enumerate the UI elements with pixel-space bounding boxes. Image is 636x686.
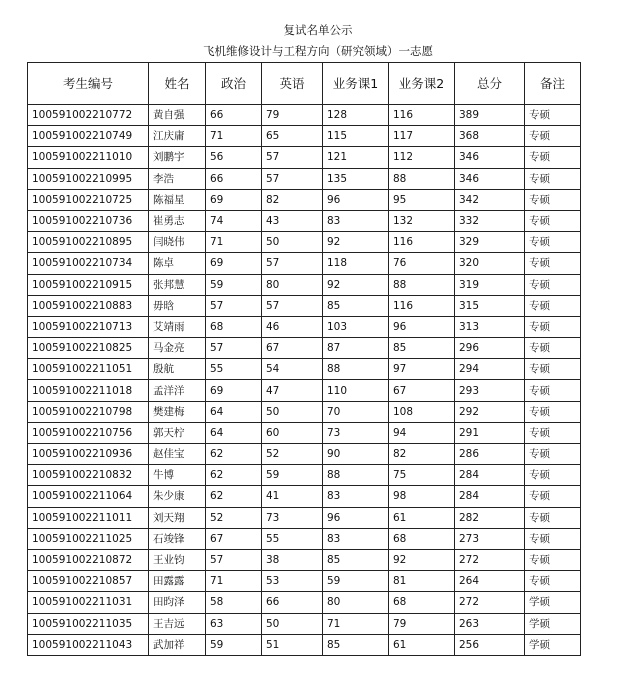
cell-total: 273: [455, 528, 525, 549]
cell-note: 专硕: [525, 444, 581, 465]
cell-note: 专硕: [525, 105, 581, 126]
cell-course-1: 85: [323, 295, 389, 316]
header-exam-id: 考生编号: [28, 63, 149, 105]
cell-english: 67: [262, 338, 323, 359]
table-row: [28, 189, 581, 210]
cell-course-1: 83: [323, 210, 389, 231]
cell-politics: 69: [206, 253, 262, 274]
cell-english: 46: [262, 316, 323, 337]
cell-politics: 52: [206, 507, 262, 528]
cell-english: 51: [262, 634, 323, 655]
cell-course-2: 81: [389, 571, 455, 592]
cell-exam-id: 100591002211064: [28, 486, 149, 507]
cell-politics: 57: [206, 549, 262, 570]
cell-name: 王吉远: [149, 613, 206, 634]
cell-note: 专硕: [525, 189, 581, 210]
cell-total: 315: [455, 295, 525, 316]
cell-english: 57: [262, 168, 323, 189]
cell-note: 专硕: [525, 295, 581, 316]
table-body: [28, 105, 581, 656]
cell-course-2: 112: [389, 147, 455, 168]
cell-note: 专硕: [525, 571, 581, 592]
cell-name: 张邦慧: [149, 274, 206, 295]
cell-note: 专硕: [525, 210, 581, 231]
cell-note: 专硕: [525, 507, 581, 528]
cell-total: 291: [455, 422, 525, 443]
cell-politics: 74: [206, 210, 262, 231]
cell-total: 389: [455, 105, 525, 126]
cell-exam-id: 100591002211011: [28, 507, 149, 528]
cell-course-2: 68: [389, 528, 455, 549]
cell-total: 346: [455, 168, 525, 189]
cell-name: 毋晗: [149, 295, 206, 316]
cell-total: 332: [455, 210, 525, 231]
cell-exam-id: 100591002210825: [28, 338, 149, 359]
cell-english: 55: [262, 528, 323, 549]
table-row: [28, 168, 581, 189]
cell-course-1: 96: [323, 189, 389, 210]
cell-total: 263: [455, 613, 525, 634]
cell-note: 专硕: [525, 359, 581, 380]
cell-english: 65: [262, 126, 323, 147]
cell-politics: 67: [206, 528, 262, 549]
cell-note: 专硕: [525, 316, 581, 337]
table-row: [28, 147, 581, 168]
cell-exam-id: 100591002210772: [28, 105, 149, 126]
cell-name: 朱少康: [149, 486, 206, 507]
cell-course-1: 128: [323, 105, 389, 126]
cell-exam-id: 100591002211010: [28, 147, 149, 168]
cell-note: 专硕: [525, 380, 581, 401]
cell-course-1: 73: [323, 422, 389, 443]
cell-politics: 55: [206, 359, 262, 380]
cell-note: 专硕: [525, 528, 581, 549]
cell-name: 田露露: [149, 571, 206, 592]
cell-total: 342: [455, 189, 525, 210]
table-row: [28, 338, 581, 359]
cell-politics: 62: [206, 486, 262, 507]
cell-note: 学硕: [525, 613, 581, 634]
cell-note: 专硕: [525, 465, 581, 486]
cell-exam-id: 100591002210915: [28, 274, 149, 295]
cell-total: 368: [455, 126, 525, 147]
cell-course-1: 83: [323, 528, 389, 549]
table-row: [28, 613, 581, 634]
cell-course-2: 88: [389, 168, 455, 189]
cell-exam-id: 100591002211025: [28, 528, 149, 549]
table-header-row: [28, 63, 581, 105]
cell-politics: 62: [206, 444, 262, 465]
cell-note: 专硕: [525, 338, 581, 359]
table-row: [28, 359, 581, 380]
table-row: [28, 444, 581, 465]
cell-note: 专硕: [525, 147, 581, 168]
cell-course-2: 85: [389, 338, 455, 359]
cell-politics: 56: [206, 147, 262, 168]
header-note: 备注: [525, 63, 581, 105]
cell-exam-id: 100591002210713: [28, 316, 149, 337]
cell-course-2: 79: [389, 613, 455, 634]
page-title: 复试名单公示: [283, 23, 353, 37]
cell-exam-id: 100591002210756: [28, 422, 149, 443]
cell-total: 284: [455, 465, 525, 486]
cell-name: 殷航: [149, 359, 206, 380]
cell-name: 陈福星: [149, 189, 206, 210]
cell-exam-id: 100591002210832: [28, 465, 149, 486]
cell-course-2: 117: [389, 126, 455, 147]
cell-course-2: 94: [389, 422, 455, 443]
cell-politics: 71: [206, 126, 262, 147]
table-row: [28, 316, 581, 337]
cell-course-2: 76: [389, 253, 455, 274]
cell-name: 王业钧: [149, 549, 206, 570]
cell-name: 闫晓伟: [149, 232, 206, 253]
cell-course-1: 110: [323, 380, 389, 401]
cell-course-1: 90: [323, 444, 389, 465]
table-row: [28, 210, 581, 231]
cell-name: 石竣锋: [149, 528, 206, 549]
header-course-1: 业务课1: [323, 63, 389, 105]
cell-politics: 57: [206, 295, 262, 316]
cell-politics: 59: [206, 634, 262, 655]
table-row: [28, 401, 581, 422]
cell-course-2: 98: [389, 486, 455, 507]
cell-course-1: 85: [323, 634, 389, 655]
cell-course-2: 97: [389, 359, 455, 380]
cell-politics: 58: [206, 592, 262, 613]
cell-english: 50: [262, 613, 323, 634]
cell-name: 田昀泽: [149, 592, 206, 613]
cell-note: 专硕: [525, 126, 581, 147]
table-row: [28, 571, 581, 592]
cell-english: 57: [262, 295, 323, 316]
cell-politics: 68: [206, 316, 262, 337]
cell-course-2: 116: [389, 105, 455, 126]
cell-politics: 57: [206, 338, 262, 359]
cell-exam-id: 100591002210798: [28, 401, 149, 422]
cell-course-1: 135: [323, 168, 389, 189]
cell-course-1: 88: [323, 465, 389, 486]
cell-name: 牛博: [149, 465, 206, 486]
cell-total: 272: [455, 549, 525, 570]
page-subtitle: 飞机维修设计与工程方向（研究领域）一志愿: [203, 44, 433, 58]
cell-exam-id: 100591002210936: [28, 444, 149, 465]
cell-note: 专硕: [525, 422, 581, 443]
cell-exam-id: 100591002210736: [28, 210, 149, 231]
cell-english: 59: [262, 465, 323, 486]
cell-politics: 71: [206, 232, 262, 253]
cell-course-1: 80: [323, 592, 389, 613]
cell-course-2: 108: [389, 401, 455, 422]
cell-english: 52: [262, 444, 323, 465]
cell-course-2: 95: [389, 189, 455, 210]
cell-english: 53: [262, 571, 323, 592]
cell-exam-id: 100591002211018: [28, 380, 149, 401]
cell-politics: 69: [206, 189, 262, 210]
header-english: 英语: [262, 63, 323, 105]
cell-exam-id: 100591002210749: [28, 126, 149, 147]
cell-english: 38: [262, 549, 323, 570]
cell-course-1: 70: [323, 401, 389, 422]
header-course-2: 业务课2: [389, 63, 455, 105]
cell-english: 79: [262, 105, 323, 126]
cell-course-1: 59: [323, 571, 389, 592]
cell-english: 80: [262, 274, 323, 295]
cell-course-1: 88: [323, 359, 389, 380]
cell-politics: 66: [206, 105, 262, 126]
cell-politics: 71: [206, 571, 262, 592]
cell-course-1: 92: [323, 274, 389, 295]
cell-exam-id: 100591002211051: [28, 359, 149, 380]
cell-name: 马金亮: [149, 338, 206, 359]
cell-name: 艾靖雨: [149, 316, 206, 337]
table-row: [28, 528, 581, 549]
table-row: [28, 507, 581, 528]
cell-course-1: 103: [323, 316, 389, 337]
cell-note: 专硕: [525, 253, 581, 274]
cell-name: 孟洋洋: [149, 380, 206, 401]
cell-total: 294: [455, 359, 525, 380]
cell-name: 武加祥: [149, 634, 206, 655]
table-row: [28, 465, 581, 486]
cell-exam-id: 100591002210895: [28, 232, 149, 253]
cell-exam-id: 100591002210725: [28, 189, 149, 210]
cell-politics: 64: [206, 422, 262, 443]
header-total: 总分: [455, 63, 525, 105]
cell-english: 60: [262, 422, 323, 443]
cell-course-1: 121: [323, 147, 389, 168]
cell-english: 57: [262, 253, 323, 274]
cell-total: 284: [455, 486, 525, 507]
cell-english: 41: [262, 486, 323, 507]
cell-note: 学硕: [525, 592, 581, 613]
cell-english: 50: [262, 232, 323, 253]
cell-name: 陈卓: [149, 253, 206, 274]
cell-note: 专硕: [525, 549, 581, 570]
cell-english: 66: [262, 592, 323, 613]
cell-total: 346: [455, 147, 525, 168]
cell-course-2: 82: [389, 444, 455, 465]
cell-course-2: 132: [389, 210, 455, 231]
table-row: [28, 549, 581, 570]
cell-total: 286: [455, 444, 525, 465]
header-name: 姓名: [149, 63, 206, 105]
cell-name: 樊建梅: [149, 401, 206, 422]
cell-course-2: 88: [389, 274, 455, 295]
cell-exam-id: 100591002211043: [28, 634, 149, 655]
cell-total: 264: [455, 571, 525, 592]
table-row: [28, 486, 581, 507]
cell-english: 54: [262, 359, 323, 380]
cell-total: 282: [455, 507, 525, 528]
cell-politics: 63: [206, 613, 262, 634]
cell-total: 329: [455, 232, 525, 253]
cell-name: 郭天柠: [149, 422, 206, 443]
cell-politics: 66: [206, 168, 262, 189]
cell-course-2: 116: [389, 295, 455, 316]
cell-name: 刘天翔: [149, 507, 206, 528]
cell-english: 73: [262, 507, 323, 528]
cell-total: 256: [455, 634, 525, 655]
cell-exam-id: 100591002211035: [28, 613, 149, 634]
cell-course-2: 96: [389, 316, 455, 337]
cell-total: 313: [455, 316, 525, 337]
cell-total: 296: [455, 338, 525, 359]
cell-total: 293: [455, 380, 525, 401]
cell-course-1: 87: [323, 338, 389, 359]
cell-note: 专硕: [525, 232, 581, 253]
cell-name: 黄自强: [149, 105, 206, 126]
table-row: [28, 232, 581, 253]
cell-course-1: 96: [323, 507, 389, 528]
cell-course-2: 75: [389, 465, 455, 486]
cell-politics: 62: [206, 465, 262, 486]
cell-english: 82: [262, 189, 323, 210]
cell-course-1: 85: [323, 549, 389, 570]
cell-politics: 69: [206, 380, 262, 401]
cell-exam-id: 100591002210734: [28, 253, 149, 274]
cell-name: 李浩: [149, 168, 206, 189]
cell-exam-id: 100591002211031: [28, 592, 149, 613]
cell-note: 学硕: [525, 634, 581, 655]
table-row: [28, 253, 581, 274]
cell-exam-id: 100591002210995: [28, 168, 149, 189]
cell-name: 赵佳宝: [149, 444, 206, 465]
cell-course-2: 61: [389, 634, 455, 655]
cell-name: 刘鹏宇: [149, 147, 206, 168]
cell-note: 专硕: [525, 486, 581, 507]
admission-list-table: [27, 62, 581, 656]
cell-english: 43: [262, 210, 323, 231]
table-row: [28, 105, 581, 126]
cell-course-1: 71: [323, 613, 389, 634]
cell-total: 272: [455, 592, 525, 613]
cell-exam-id: 100591002210857: [28, 571, 149, 592]
table-row: [28, 274, 581, 295]
table-row: [28, 295, 581, 316]
cell-course-1: 83: [323, 486, 389, 507]
cell-english: 50: [262, 401, 323, 422]
cell-exam-id: 100591002210872: [28, 549, 149, 570]
cell-politics: 64: [206, 401, 262, 422]
cell-course-2: 116: [389, 232, 455, 253]
table-row: [28, 126, 581, 147]
table-row: [28, 634, 581, 655]
cell-note: 专硕: [525, 168, 581, 189]
header-politics: 政治: [206, 63, 262, 105]
cell-note: 专硕: [525, 274, 581, 295]
table-row: [28, 592, 581, 613]
cell-name: 崔勇志: [149, 210, 206, 231]
cell-course-2: 67: [389, 380, 455, 401]
cell-course-1: 118: [323, 253, 389, 274]
cell-course-2: 68: [389, 592, 455, 613]
cell-total: 320: [455, 253, 525, 274]
table-row: [28, 380, 581, 401]
cell-total: 292: [455, 401, 525, 422]
cell-course-2: 92: [389, 549, 455, 570]
cell-english: 47: [262, 380, 323, 401]
cell-course-2: 61: [389, 507, 455, 528]
cell-course-1: 92: [323, 232, 389, 253]
cell-course-1: 115: [323, 126, 389, 147]
cell-name: 江庆庸: [149, 126, 206, 147]
cell-total: 319: [455, 274, 525, 295]
cell-politics: 59: [206, 274, 262, 295]
cell-english: 57: [262, 147, 323, 168]
cell-exam-id: 100591002210883: [28, 295, 149, 316]
cell-note: 专硕: [525, 401, 581, 422]
table-row: [28, 422, 581, 443]
